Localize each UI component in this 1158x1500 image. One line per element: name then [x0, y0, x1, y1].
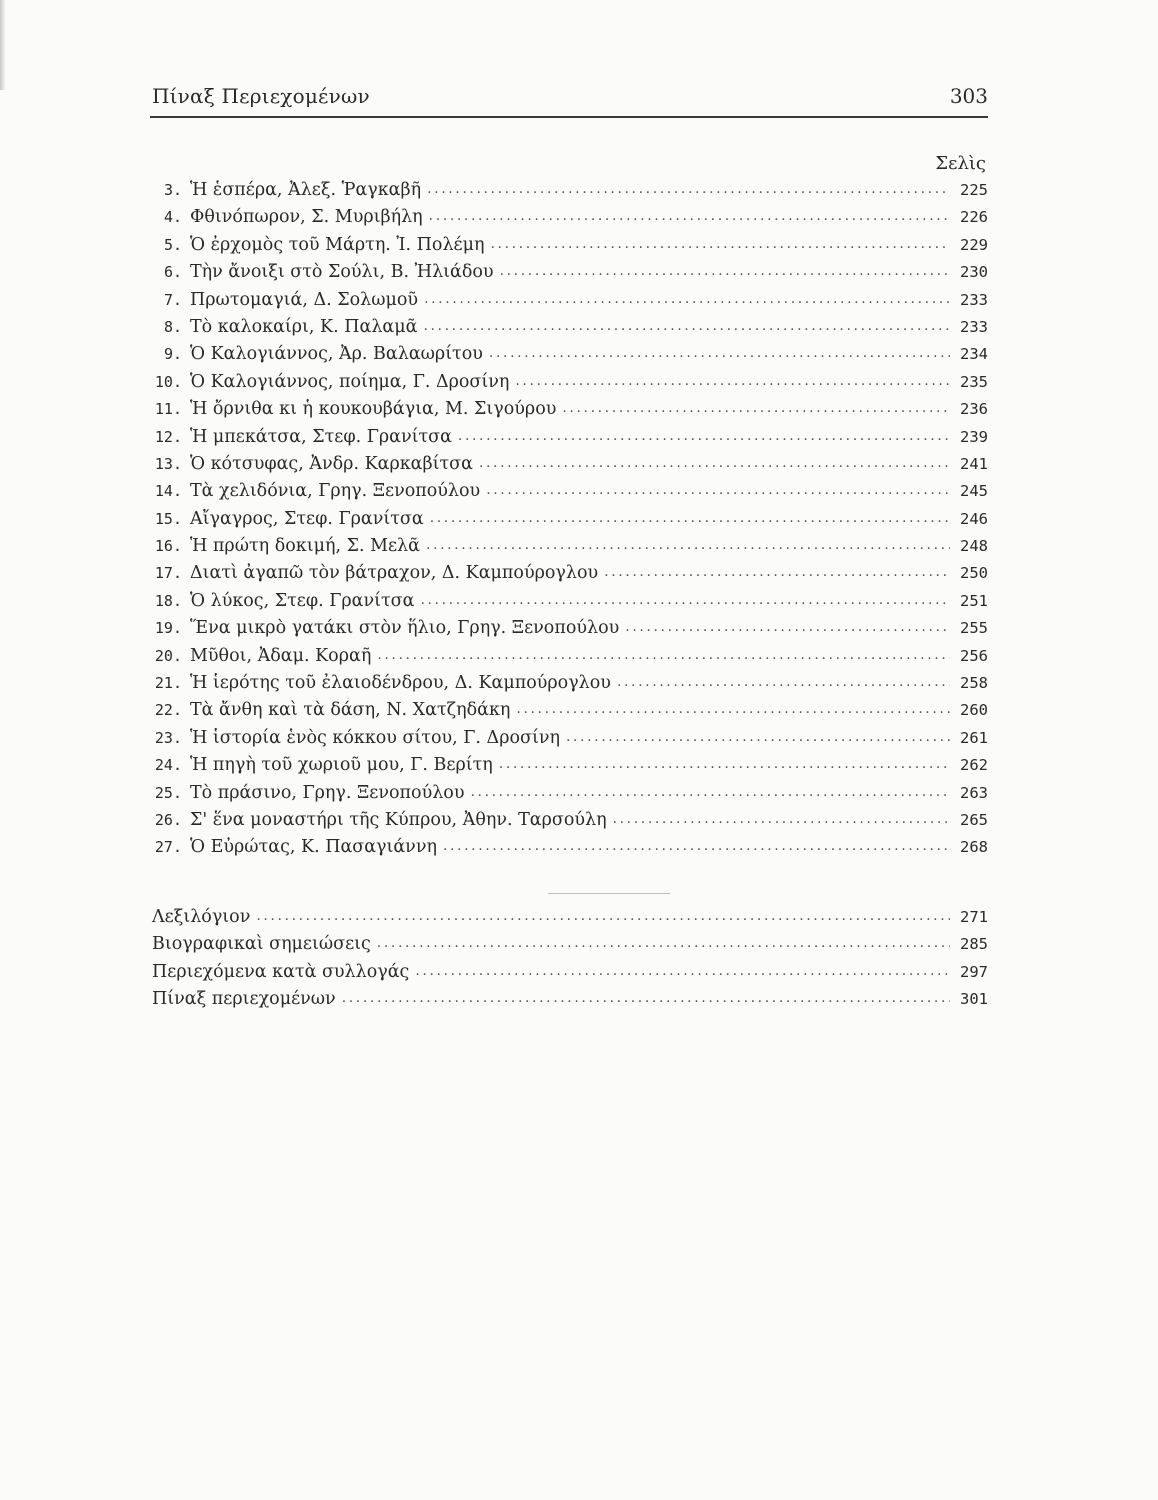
dot-leader [458, 428, 950, 444]
entry-title: Τὰ χελιδόνια, Γρηγ. Ξενοπούλου [190, 481, 481, 502]
toc-entry [152, 563, 988, 590]
dot-leader [443, 838, 950, 854]
entry-number: 19. [154, 619, 182, 638]
toc-entry [152, 728, 988, 755]
dot-leader [566, 729, 950, 745]
entry-number: 14. [154, 482, 182, 501]
entry-page: 248 [960, 537, 988, 556]
entry-title: Πίναξ περιεχομένων [152, 989, 336, 1010]
entry-page: 250 [960, 564, 988, 583]
back-matter-entry [152, 989, 988, 1016]
entry-title: Φθινόπωρον, Σ. Μυριβήλη [190, 207, 423, 228]
toc-entry [152, 344, 988, 371]
entry-title: Ἡ ὄρνιθα κι ἡ κουκουβάγια, Μ. Σιγούρου [190, 399, 557, 420]
toc-entry [152, 427, 988, 454]
dot-leader [423, 318, 950, 334]
entry-number: 21. [154, 674, 182, 693]
entry-page: 226 [960, 208, 988, 227]
scan-edge-shadow [0, 0, 6, 90]
entry-title: Διατὶ ἀγαπῶ τὸν βάτραχον, Δ. Καμπούρογλου [190, 563, 599, 584]
entry-title: Ὁ λύκος, Στεφ. Γρανίτσα [190, 590, 415, 611]
entry-number: 22. [154, 701, 182, 720]
entry-number: 4. [163, 208, 182, 227]
entry-number: 23. [154, 728, 182, 747]
entry-page: 260 [960, 701, 988, 720]
entry-title: Περιεχόμενα κατὰ συλλογάς [152, 961, 410, 982]
dot-leader [377, 647, 950, 663]
entry-page: 256 [960, 646, 988, 665]
entry-number: 12. [154, 427, 182, 446]
entry-title: Ὁ κότσυφας, Ἀνδρ. Καρκαβίτσα [190, 453, 473, 474]
header-rule [150, 116, 988, 118]
entry-page: 233 [960, 317, 988, 336]
dot-leader [617, 674, 950, 690]
entry-title: Τὸ καλοκαίρι, Κ. Παλαμᾶ [190, 316, 418, 337]
entry-number: 25. [154, 783, 182, 802]
entry-number: 15. [154, 509, 182, 528]
entry-page: 285 [960, 935, 988, 954]
entry-number: 5. [163, 235, 182, 254]
entry-number: 18. [154, 591, 182, 610]
dot-leader [256, 908, 950, 924]
entry-title: Ὁ Καλογιάννος, ποίημα, Γ. Δροσίνη [190, 371, 510, 392]
toc-entry [152, 262, 988, 289]
back-matter-entry [152, 934, 988, 961]
dot-leader [377, 935, 950, 951]
dot-leader [429, 208, 950, 224]
entry-page: 225 [960, 181, 988, 199]
toc-entry [152, 700, 988, 727]
back-matter-list [152, 907, 988, 1017]
entry-title: Αἴγαγρος, Στεφ. Γρανίτσα [190, 508, 424, 529]
entry-number: 20. [154, 646, 182, 665]
toc-entry [152, 454, 988, 481]
dot-leader [500, 263, 950, 279]
entry-page: 268 [960, 838, 988, 857]
dot-leader [489, 345, 950, 361]
entry-page: 236 [960, 400, 988, 419]
dot-leader [427, 181, 950, 197]
header-title: Πίναξ Περιεχομένων [152, 84, 370, 108]
entry-title: Ἡ μπεκάτσα, Στεφ. Γρανίτσα [190, 426, 452, 447]
toc-entry [152, 536, 988, 563]
back-matter-entry [152, 907, 988, 934]
entry-title: Ἡ ἱερότης τοῦ ἐλαιοδένδρου, Δ. Καμπούρογλου [190, 673, 611, 694]
entry-page: 261 [960, 728, 988, 747]
toc-entry [152, 646, 988, 673]
entry-title: Ἡ πρώτη δοκιμή, Σ. Μελᾶ [190, 536, 420, 557]
entry-title: Ἕνα μικρὸ γατάκι στὸν ἥλιο, Γρηγ. Ξενοπούλου [190, 618, 620, 639]
entry-title: Πρωτομαγιά, Δ. Σολωμοῦ [190, 289, 419, 310]
header-page-number: 303 [949, 84, 988, 108]
dot-leader [499, 756, 950, 772]
section-separator [548, 893, 670, 894]
entry-number: 26. [154, 810, 182, 829]
entry-number: 13. [154, 454, 182, 473]
entry-page: 234 [960, 345, 988, 364]
entry-title: Τὴν ἄνοιξι στὸ Σούλι, Β. Ἠλιάδου [190, 262, 494, 283]
entry-page: 258 [960, 674, 988, 693]
entry-number: 10. [154, 372, 182, 391]
running-header [152, 84, 988, 116]
dot-leader [515, 373, 950, 389]
entry-page: 246 [960, 509, 988, 528]
entry-title: Ἡ ἑσπέρα, Ἀλεξ. Ῥαγκαβῆ [190, 180, 422, 200]
toc-entry [152, 399, 988, 426]
toc-entry [152, 673, 988, 700]
dot-leader [604, 564, 950, 580]
entry-title: Τὰ ἄνθη καὶ τὰ δάση, Ν. Χατζηδάκη [190, 700, 511, 721]
entry-title: Μῦθοι, Ἀδαμ. Κοραῆ [190, 645, 372, 666]
entry-number: 8. [163, 317, 182, 336]
dot-leader [342, 990, 950, 1006]
toc-entry [152, 591, 988, 618]
entry-title: Ὁ Καλογιάννος, Ἀρ. Βαλαωρίτου [190, 344, 483, 365]
entry-title: Σ' ἕνα μοναστήρι τῆς Κύπρου, Ἀθην. Ταρσούλη [190, 809, 607, 830]
toc-entry [152, 755, 988, 782]
entry-page: 233 [960, 290, 988, 309]
entry-number: 6. [163, 263, 182, 282]
toc-entry [152, 207, 988, 234]
entry-number: 16. [154, 537, 182, 556]
dot-leader [424, 291, 950, 307]
entry-page: 245 [960, 482, 988, 501]
toc-entry [152, 317, 988, 344]
dot-leader [479, 455, 950, 471]
entry-page: 301 [960, 990, 988, 1009]
entry-page: 265 [960, 810, 988, 829]
entry-number: 11. [154, 400, 182, 419]
toc-entry [152, 837, 988, 864]
dot-leader [430, 510, 950, 526]
entry-number: 9. [163, 345, 182, 364]
entry-page: 239 [960, 427, 988, 446]
toc-entry [152, 618, 988, 645]
dot-leader [420, 592, 950, 608]
entry-page: 297 [960, 962, 988, 981]
entry-number: 17. [154, 564, 182, 583]
dot-leader [486, 482, 950, 498]
entry-page: 271 [960, 908, 988, 926]
entry-number: 3. [163, 181, 182, 199]
toc-entry [152, 481, 988, 508]
toc-entry [152, 810, 988, 837]
entry-page: 262 [960, 756, 988, 775]
entry-page: 263 [960, 783, 988, 802]
dot-leader [516, 701, 950, 717]
entry-number: 24. [154, 756, 182, 775]
entry-title: Λεξιλόγιον [152, 907, 251, 927]
entry-page: 229 [960, 235, 988, 254]
entry-number: 7. [163, 290, 182, 309]
entry-title: Τὸ πράσινο, Γρηγ. Ξενοπούλου [190, 782, 465, 803]
toc-entry [152, 290, 988, 317]
toc-entry [152, 372, 988, 399]
entry-page: 251 [960, 591, 988, 610]
entry-page: 255 [960, 619, 988, 638]
entry-title: Ἡ ἱστορία ἑνὸς κόκκου σίτου, Γ. Δροσίνη [190, 727, 560, 748]
entry-page: 235 [960, 372, 988, 391]
page-column-heading: Σελὶς [935, 153, 986, 174]
entry-page: 230 [960, 263, 988, 282]
contents-list [152, 180, 988, 865]
dot-leader [490, 236, 950, 252]
entry-title: Ἡ πηγὴ τοῦ χωριοῦ μου, Γ. Βερίτη [190, 755, 493, 776]
dot-leader [415, 963, 950, 979]
dot-leader [426, 537, 950, 553]
toc-entry [152, 783, 988, 810]
entry-title: Βιογραφικαὶ σημειώσεις [152, 934, 371, 955]
dot-leader [562, 400, 950, 416]
entry-title: Ὁ Εὐρώτας, Κ. Πασαγιάννη [190, 837, 437, 858]
toc-entry [152, 235, 988, 262]
entry-number: 27. [154, 838, 182, 857]
entry-page: 241 [960, 454, 988, 473]
toc-entry [152, 180, 988, 207]
back-matter-entry [152, 962, 988, 989]
dot-leader [625, 619, 950, 635]
dot-leader [470, 784, 950, 800]
entry-title: Ὁ ἐρχομὸς τοῦ Μάρτη. Ἰ. Πολέμη [190, 234, 485, 255]
dot-leader [613, 811, 950, 827]
toc-entry [152, 509, 988, 536]
